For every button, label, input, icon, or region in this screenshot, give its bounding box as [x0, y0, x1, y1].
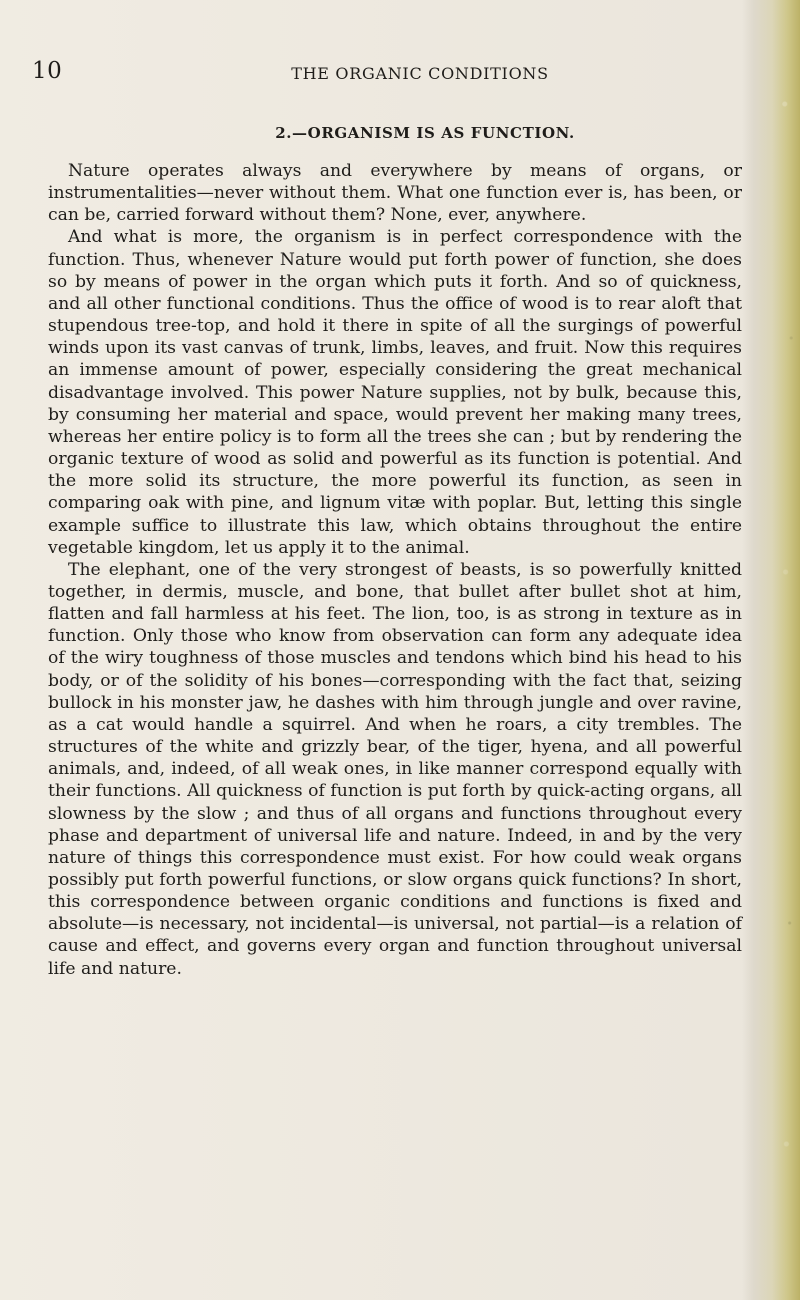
paragraph-2: And what is more, the organism is in perfect correspondence with the function. Thus, whenever Nature would put forth power of function, she does so by means of power in the organ which puts it forth. And so of quickness, and all other functional conditions. Thus the office of wood is to rear aloft that stupendous tree-top, and hold it there in spite of all the surgings of powerful winds upon its vast canvas of trunk, limbs, leaves, and fruit. Now this requires an immense amount of power, especially considering the great mechanical disadvantage involved. This power Nature supplies, not by bulk, because this, by consuming her material and space, would prevent her making many trees, whereas her entire policy is to form all the trees she can ; but by rendering the organic texture of wood as solid and powerful as its function is potential. And the more solid its structure, the more powerful its function, as seen in comparing oak with pine, and lignum vitæ with poplar. But, letting this single example suffice to illustrate this law, which obtains throughout the entire vegetable kingdom, let us apply it to the animal.	[48, 227, 742, 558]
page-edge-texture	[780, 0, 796, 1300]
section-title: 2.—ORGANISM IS AS FUNCTION.	[275, 124, 575, 142]
running-title: THE ORGANIC CONDITIONS	[291, 64, 549, 83]
paragraph-3: The elephant, one of the very strongest of beasts, is so powerfully knitted together, in dermis, muscle, and bone, that bullet after bullet shot at him, flatten and fall harmless at his feet. The lion, too, is as strong in texture as in function. Only those who know from observation can form any adequate idea of the wiry toughness of those muscles and tendons which bind his head to his body, or of the solidity of his bones—corresponding with the fact that, seizing bullock in his monster jaw, he dashes with him through jungle and over ravine, as a cat would handle a squirrel. And when he roars, a city trembles. The structures of the white and grizzly bear, of the tiger, hyena, and all powerful animals, and, indeed, of all weak ones, in like manner correspond equally with their functions. All quickness of function is put forth by quick-acting organs, all slowness by the slow ; and thus of all organs and functions throughout every phase and department of universal life and nature. Indeed, in and by the very nature of things this correspondence must exist. For how could weak organs possibly put forth powerful functions, or slow organs quick functions? In short, this correspondence between organic conditions and functions is fixed and absolute—is necessary, not incidental—is universal, not partial—is a relation of cause and effect, and governs every organ and function throughout universal life and nature.	[48, 559, 742, 979]
page-number: 10	[32, 58, 63, 84]
body-text	[48, 160, 742, 980]
paragraph-1: Nature operates always and everywhere by means of organs, or instrumentalities—never without them. What one function ever is, has been, or can be, carried forward without them? None, ever, anywhere.	[48, 161, 742, 226]
